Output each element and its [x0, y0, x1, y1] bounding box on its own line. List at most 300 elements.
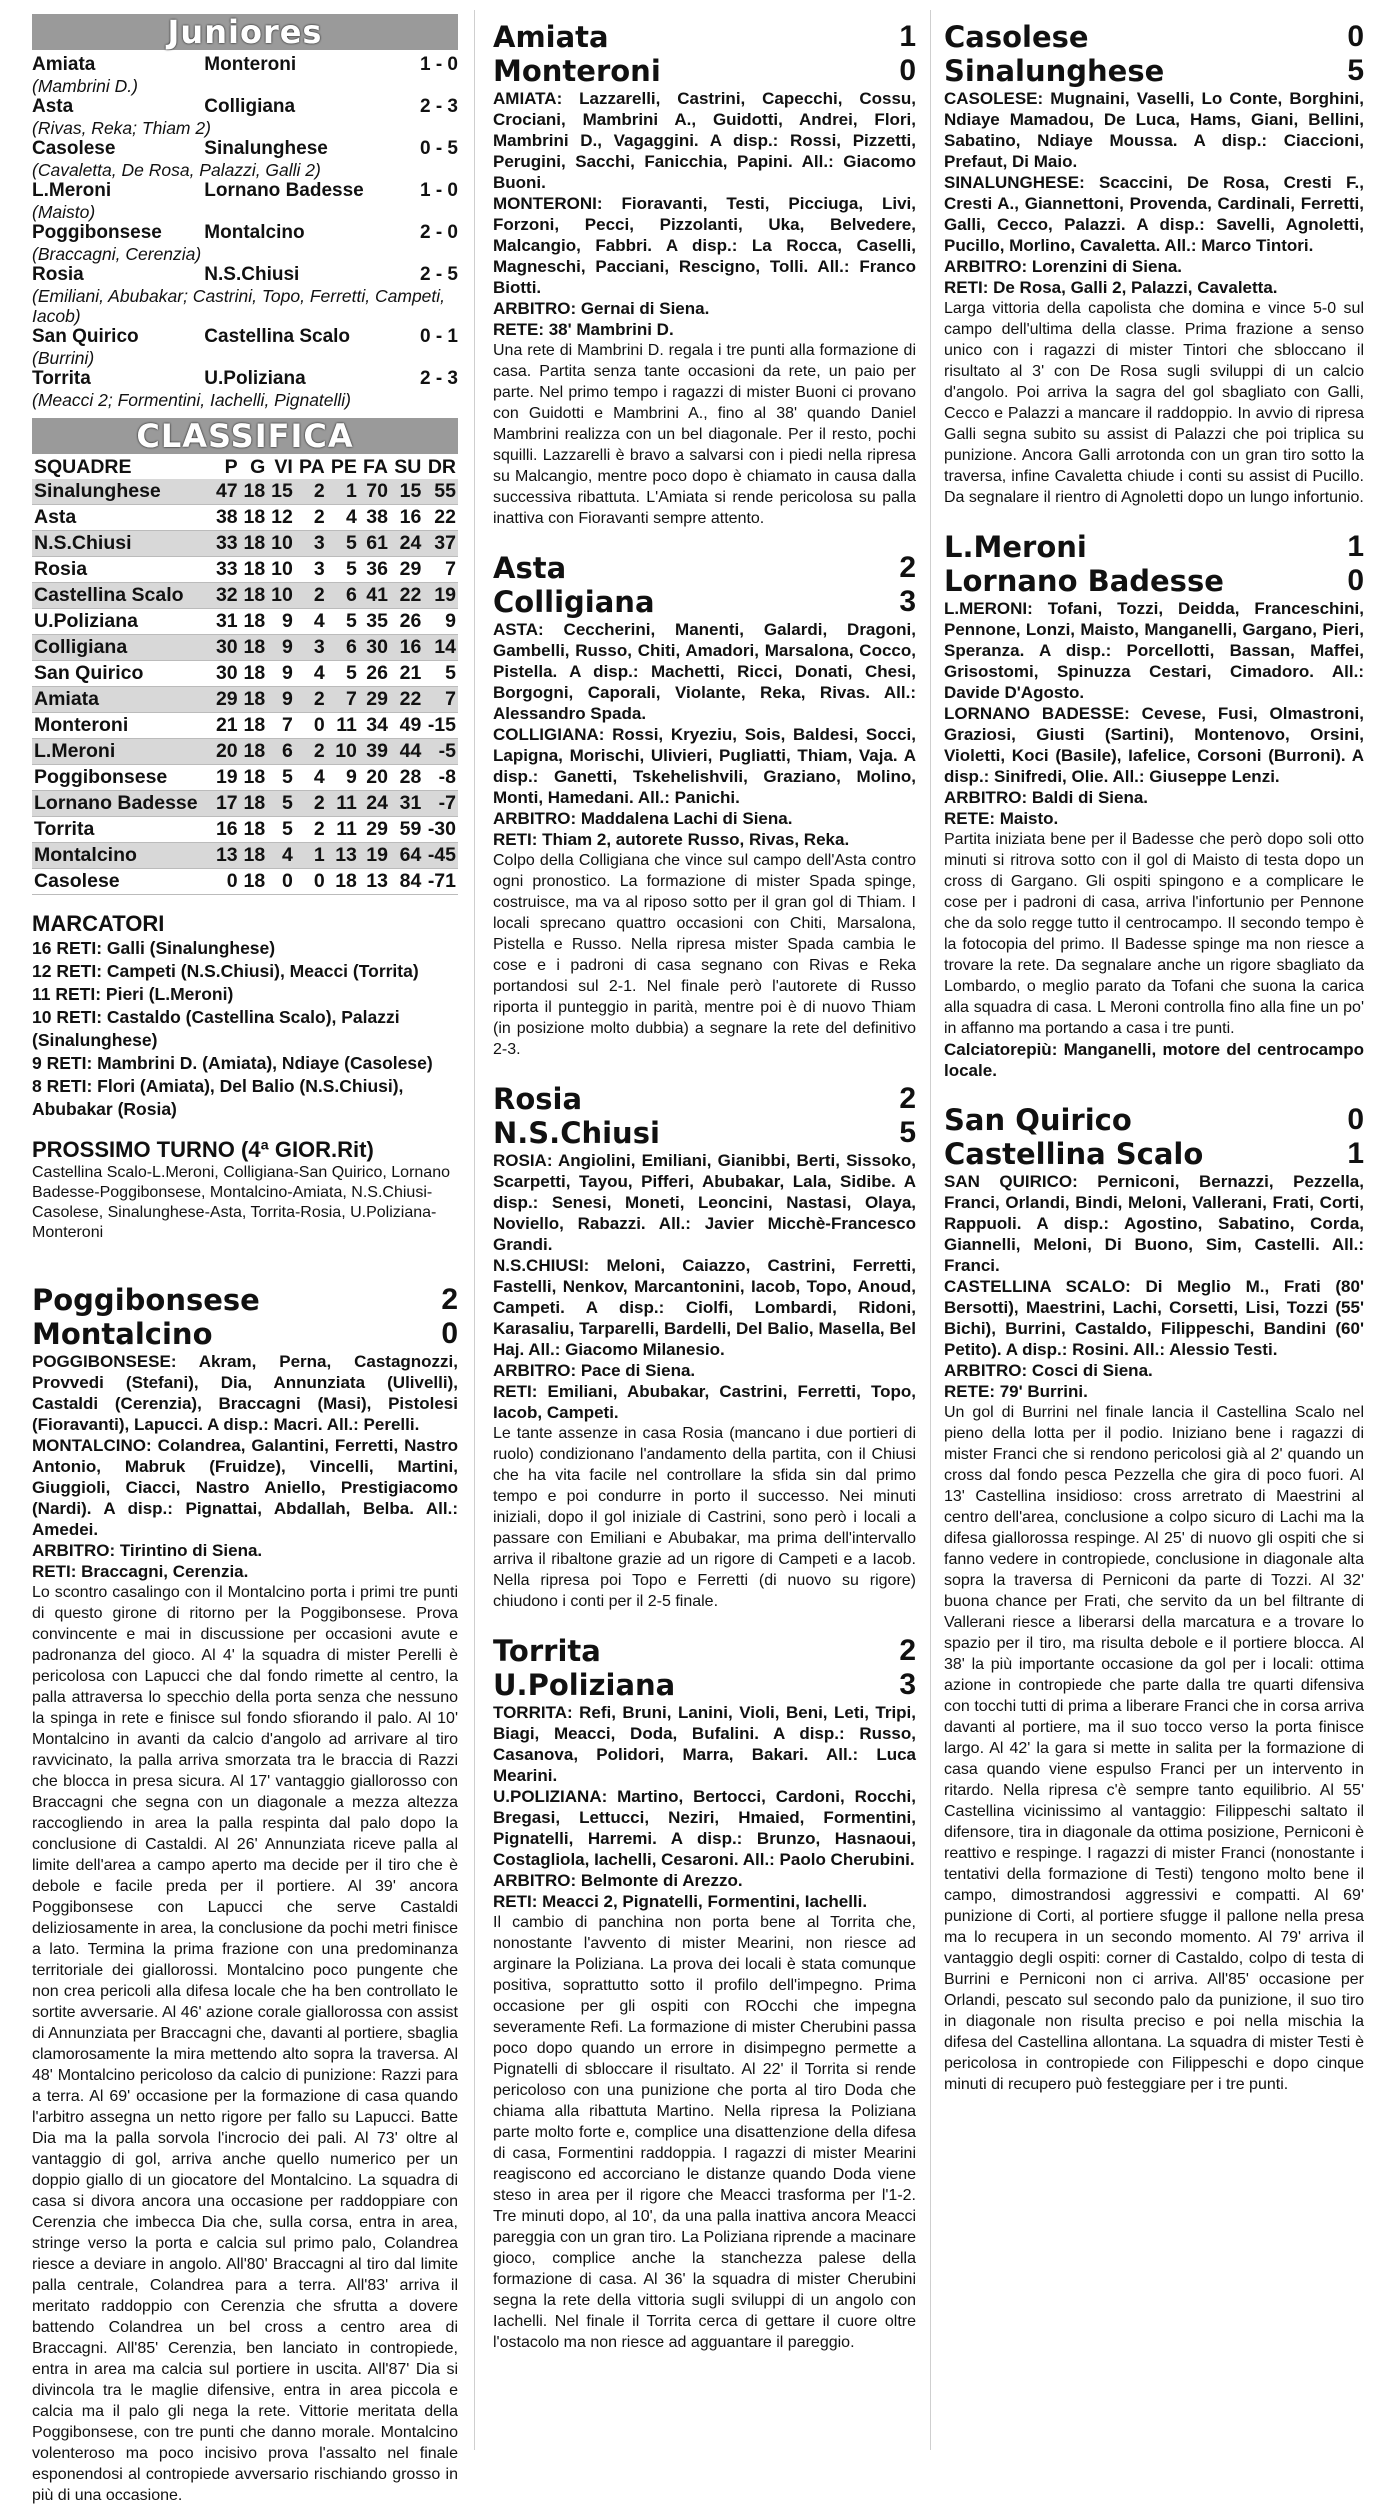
home-team: San Quirico	[32, 326, 139, 347]
lineup-info: N.S.CHIUSI: Meloni, Caiazzo, Castrini, Ferretti, Fastelli, Nenkov, Marcantonini, Iacob, Topo, Anoud, Campeti. A disp.: Ciolfi, Lombardi, Ridoni, Karasaliu, Tarparelli, Bardelli, Del Balio, Masella, Bel Haj. All.: Giacomo Milanesio.	[493, 1256, 916, 1359]
stat-cell: 9	[281, 636, 293, 658]
home-team-line	[493, 20, 916, 54]
lineup-info: ROSIA: Angiolini, Emiliani, Gianibbi, Berti, Sissoko, Scarpetti, Tayou, Pifferi, Abubakar, Lala, Sidibe. A disp.: Senesi, Moneti, Leoncini, Nastasi, Olaya, Noviello, Rabazzi. All.: Javier Micchè-Francesco Grandi.	[493, 1151, 916, 1254]
result-row	[32, 54, 458, 76]
standings-row	[32, 843, 458, 869]
scorers-row	[32, 286, 458, 326]
standings-row	[32, 583, 458, 609]
scorers-row	[32, 390, 458, 410]
team-name: Montalcino	[34, 844, 137, 866]
away-team-line	[944, 564, 1364, 598]
away-team-line	[493, 585, 916, 619]
stat-cell: 26	[366, 662, 388, 684]
scorers: (Rivas, Reka; Thiam 2)	[32, 118, 211, 138]
home-score: 0	[1347, 20, 1364, 53]
lineup-info: RETI: Thiam 2, autorete Russo, Rivas, Reka.	[493, 830, 850, 849]
scorers: (Mambrini D.)	[32, 76, 138, 96]
home-score: 1	[899, 20, 916, 53]
standings-row	[32, 557, 458, 583]
lineup-info: ASTA: Ceccherini, Manenti, Galardi, Dragoni, Gambelli, Russo, Chiti, Amadori, Marsalona, Cocco, Pistella. A disp.: Machetti, Ricci, Donati, Chesi, Borgogni, Caporali, Violante, Reka, Rivas. All.: Alessandro Spada.	[493, 620, 916, 723]
stat-cell: 19	[434, 584, 456, 606]
stat-cell: 30	[215, 636, 238, 658]
standings-row	[32, 531, 458, 557]
prossimo-turno-title: PROSSIMO TURNO (4ª GIOR.Rit)	[32, 1137, 374, 1162]
away-team: Monteroni	[204, 54, 297, 75]
stat-cell: 33	[215, 532, 238, 554]
team-name: Casolese	[34, 870, 120, 892]
stat-cell: 9	[445, 610, 456, 632]
away-team-name: Castellina Scalo	[944, 1137, 1204, 1171]
standings-row	[32, 765, 458, 791]
away-team-name: N.S.Chiusi	[493, 1116, 660, 1150]
stat-cell: 26	[399, 610, 422, 632]
standings-row	[32, 505, 458, 531]
stat-cell: 0	[281, 870, 293, 892]
stat-cell: 36	[366, 558, 388, 580]
scorer-line: 10 RETI: Castaldo (Castellina Scalo), Palazzi (Sinalunghese)	[32, 1007, 400, 1050]
result-row	[32, 96, 458, 118]
column-header: VI	[274, 456, 293, 478]
lineup-info: POGGIBONSESE: Akram, Perna, Castagnozzi, Provvedi (Stefani), Dia, Annunziata (Ulivelli), Castaldi (Cerenzia), Braccagni (Masi), Pistolesi (Fioravanti), Lapucci. A disp.: Macri. All.: Perelli.	[32, 1352, 458, 1434]
team-name: Monteroni	[34, 714, 129, 736]
stat-cell: 33	[215, 558, 238, 580]
stat-cell: 9	[281, 610, 293, 632]
scorers: (Cavaletta, De Rosa, Palazzi, Galli 2)	[32, 160, 321, 180]
standings-row	[32, 791, 458, 817]
match-report	[32, 1283, 458, 2506]
home-team: Poggibonsese	[32, 222, 162, 243]
away-team-line	[32, 1317, 458, 1351]
scorer-line: 11 RETI: Pieri (L.Meroni)	[32, 984, 234, 1004]
scorers: (Meacci 2; Formentini, Iachelli, Pignatelli)	[32, 390, 352, 410]
match-report	[944, 530, 1364, 1081]
away-team-line	[493, 1116, 916, 1150]
team-name: Sinalunghese	[34, 480, 161, 502]
lineup-info: MONTALCINO: Colandrea, Galantini, Ferretti, Nastro Antonio, Mabruk (Fruidze), Vincelli, Martini, Giuggioli, Ciacci, Nastro Aniello, Prestigiacomo (Nardi). A disp.: Pignattai, Abdallah, Belba. All.: Amedei.	[32, 1436, 458, 1539]
scorer-line: 12 RETI: Campeti (N.S.Chiusi), Meacci (Torrita)	[32, 961, 419, 981]
home-team-line	[493, 1082, 916, 1116]
stat-cell: 4	[313, 662, 325, 684]
lineup-info: RETE: 79' Burrini.	[944, 1382, 1088, 1401]
match-report	[493, 20, 916, 529]
stat-cell: 9	[281, 662, 293, 684]
away-team-name: Sinalunghese	[944, 54, 1165, 88]
lineup-info: COLLIGIANA: Rossi, Kryeziu, Sois, Baldesi, Socci, Lapigna, Morischi, Ulivieri, Pugliatti, Thiam, Vaja. A disp.: Ganetti, Tskehelishvili, Graziano, Molino, Monti, Hamedani. All.: Panichi.	[493, 725, 916, 807]
stat-cell: 4	[281, 844, 293, 866]
match-commentary: Un gol di Burrini nel finale lancia il Castellina Scalo nel pieno della lotta per il podio. Iniziano bene i ragazzi di mister Franci che si rendono pericolosi già al 2' quando un cross dal fondo pesca Pezzella che gira di poco fuori. Al 13' Castellina insidioso: cross arretrato di Maestrini al centro dell'area, conclusione a colpo sicuro di Lachi ma la difesa giallorossa respinge. Al 25' di nuovo gli ospiti che si fanno vedere in contropiede, conclusione in diagonale alta sopra la traversa di Perniconi da parte di Tozzi. Al 32' buona chance per Frati, che servito da un bel filtrante di Vallerani riesce a liberarsi della marcatura e a trovare lo spazio per il tiro, ma risulta debole e il portiere blocca. Al 38' la più importante occasione da gol per i locali: ottima azione in contropiede che parte dalla tre quarti difensiva con tocchi tutti di prima a liberare Franci che in corsa arriva davanti al portiere, ma il suo tocco verso la porta finisce largo. Al 42' la gara si mette in salita per la formazione di casa quando viene espulso Franci per un intervento in ritardo. Nella ripresa c'è sempre tanto equilibrio. Al 55' Castellina vicinissimo al vantaggio: Filippeschi saltato il difensore, tira in diagonale da ottima posizione, Perniconi è reattivo e respinge. I ragazzi di mister Franci (nonostante i tentativi della formazione di Testi) tengono molto bene il campo, dimostrandosi aggressivi e compatti. Al 69' punizione di Corti, al portiere sfugge il pallone nella presa ma lo recupera in un secondo momento. Al 79' arriva il vantaggio degli ospiti: corner di Castaldo, colpo di testa di Burrini e Perniconi non ci arriva. All'85' occasione per Orlandi, pescato sul secondo palo da punizione, il suo tiro in diagonale non risulta preciso e poi nella mischia la difesa del Castellina allontana. La squadra di mister Testi è pericolosa in contropiede con Filippeschi e dopo cinque minuti di recupero può festeggiare per i tre punti.	[944, 1404, 1364, 2093]
standings-row	[32, 661, 458, 687]
column-header: PA	[299, 456, 325, 478]
column-header: SU	[394, 456, 422, 478]
stat-cell: 39	[366, 740, 388, 762]
home-team-name: Casolese	[944, 20, 1089, 54]
away-score: 0	[441, 1317, 458, 1350]
home-team-name: Rosia	[493, 1082, 583, 1116]
standings-row	[32, 479, 458, 505]
lineup-info: ARBITRO: Maddalena Lachi di Siena.	[493, 809, 793, 828]
stat-cell: 2	[313, 584, 325, 606]
stat-cell: 29	[366, 688, 388, 710]
stat-cell: 4	[313, 610, 325, 632]
stat-cell: 18	[243, 792, 266, 814]
match-report	[944, 20, 1364, 508]
scorers: (Maisto)	[32, 202, 96, 222]
stat-cell: 5	[346, 558, 357, 580]
home-team-name: L.Meroni	[944, 530, 1087, 564]
away-team-line	[493, 54, 916, 88]
stat-cell: 18	[243, 532, 266, 554]
stat-cell: 28	[399, 766, 422, 788]
match-commentary: Il cambio di panchina non porta bene al Torrita che, nonostante l'avvento di mister Mearini, non riesce ad arginare la Poliziana. La prova dei locali è stata comunque positiva, soprattutto sotto il profilo dell'impegno. Prima occasione per gli ospiti con ROcchi che impegna severamente Refi. La formazione di mister Cherubini passa poco dopo quando un errore in disimpegno permette a Pignatelli di sbloccare il risultato. Al 22' il Torrita si rende pericoloso con una punizione che porta al tiro Doda che chiama alla ribattuta Martino. Nella ripresa la Poliziana parte molto forte e, complice una disattenzione della difesa di casa, Formentini raddoppia. I ragazzi di mister Mearini reagiscono ed accorciano le distanze quando Doda viene steso in area per il rigore che Meacci trasforma per l'1-2. Tre minuti dopo, al 10', da una palla inattiva ancora Meacci pareggia con un gran tiro. La Poliziana riprende a macinare gioco, complice anche la stanchezza palese della formazione di casa. Al 36' la squadra di mister Cherubini segna la rete della vittoria sugli sviluppi di un angolo con Iachelli. Nel finale il Torrita cerca di gettare il cuore oltre l'ostacolo ma non riesce ad agguantare il pareggio.	[493, 1914, 916, 2351]
team-name: N.S.Chiusi	[34, 532, 132, 554]
stat-cell: 10	[271, 558, 293, 580]
stat-cell: 22	[434, 506, 456, 528]
marcatori-title: MARCATORI	[32, 911, 165, 936]
stat-cell: 9	[281, 688, 293, 710]
stat-cell: 4	[313, 766, 325, 788]
standings-row	[32, 869, 458, 895]
column-header: PE	[330, 456, 357, 478]
stat-cell: 18	[243, 584, 266, 606]
result-row	[32, 264, 458, 286]
match-commentary: Lo scontro casalingo con il Montalcino porta i primi tre punti di questo girone di ritorno per la Poggibonsese. Prova convincente e mai in discussione per occasioni avute e padronanza del gioco. Al 4' la squadra di mister Perelli è pericolosa con Lapucci che dal fondo rimette al centro, la palla attraversa lo specchio della porta senza che nessuno la spinga in rete e finisce sul fondo sfiorando il palo. Al 10' Montalcino in avanti da calcio d'angolo ad arrivare al tiro ravvicinato, la palla arriva smorzata tra le braccia di Razzi che blocca in presa sicura. Al 17' vantaggio giallorosso con Braccagni che segna con un diagonale a mezza altezza raccogliendo in area la palla respinta dal palo dopo la conclusione di Castaldi. Al 26' Annunziata riceve palla al limite dell'area a campo aperto ma decide per il tiro che è debole e facile preda per il portiere. Al 39' ancora Poggibonsese con Lapucci che serve Castaldi deliziosamente in area, la conclusione da pochi metri finisce a lato. Termina la prima frazione con una predominanza territoriale dei giallorossi. Montalcino poco pungente che non crea pericoli alla difesa locale che ha ben controllato le sortite avversarie. Al 46' azione corale giallorossa con assist di Annunziata per Braccagni che, davanti al portiere, sbaglia clamorosamente la mira mettendo alto sopra la traversa. Al 48' Montalcino pericoloso da calcio di punizione: Razzi para a terra. Al 69' occasione per la formazione di casa quando l'arbitro assegna un netto rigore per fallo su Lapucci. Batte Dia ma la palla sorvola l'incrocio dei pali. Al 73' oltre al vantaggio di gol, arriva anche quello numerico per un doppio giallo di un giocatore del Montalcino. La squadra di casa si divora ancora una occasione per raddoppiare con Cerenzia che imbecca Dia che, sulla corsa, entra in area, stringe verso la porta e calcia sul primo palo, Colandrea riesce a deviare in angolo. All'80' Braccagni al tiro dal limite palla centrale, Colandrea para a terra. All'83' arriva il meritato raddoppio con Cerenzia che sfrutta a dovere battendo Colandrea un bel cross a centro area di Braccagni. All'85' Cerenzia, ben lanciato in contropiede, entra in area ma calcia sul portiere in uscita. All'87' Dia si divincola tra le maglie difensive, entra in area piccola e calcia ma il palo gli nega la rete. Vittorie meritata della Poggibonsese, con tre punti che danno morale. Montalcino volenteroso ma poco incisivo prova l'assalto nel finale esponendosi al contropiede avversario rischiando grosso in più di una occasione.	[32, 1584, 458, 2504]
away-team: U.Poliziana	[204, 368, 306, 389]
stat-cell: 15	[271, 480, 293, 502]
lineup-info: ARBITRO: Cosci di Siena.	[944, 1361, 1153, 1380]
stat-cell: 7	[445, 688, 456, 710]
team-name: L.Meroni	[34, 740, 116, 762]
stat-cell: 29	[366, 818, 388, 840]
scorers-row	[32, 76, 458, 96]
stat-cell: 7	[281, 714, 293, 736]
stat-cell: 16	[215, 818, 238, 840]
away-score: 3	[899, 585, 916, 618]
stat-cell: 10	[271, 584, 293, 606]
stat-cell: 18	[243, 662, 266, 684]
stat-cell: 3	[313, 558, 325, 580]
stat-cell: 6	[281, 740, 293, 762]
stat-cell: 7	[346, 688, 357, 710]
stat-cell: 22	[399, 584, 422, 606]
stat-cell: 11	[336, 818, 357, 840]
match-score: 2 - 3	[419, 96, 458, 117]
home-team-name: San Quirico	[944, 1103, 1132, 1137]
match-commentary: Partita iniziata bene per il Badesse che però dopo soli otto minuti si ritrova sotto con il gol di Maisto di testa dopo un cross di Gargano. Gli ospiti spingono e a complicare le cose per i padroni di casa, arriva l'infortunio per Pennone che da solo regge tutto il centrocampo. Il secondo tempo è la fotocopia del primo. Il Badesse spinge ma non riesce a trovare la rete. Da segnalare anche un rigore sbagliato da Lombardo, o meglio parato da Tofani che suona la carica alla squadra di casa. L Meroni controlla fino alla fine un po' in affanno ma portando a casa i tre punti.	[944, 831, 1364, 1037]
stat-cell: 55	[434, 480, 456, 502]
stat-cell: 5	[346, 610, 357, 632]
lineup-info: RETE: Maisto.	[944, 809, 1059, 828]
stat-cell: -45	[427, 844, 456, 866]
home-team-line	[493, 1634, 916, 1668]
stat-cell: 10	[271, 532, 293, 554]
stat-cell: 18	[243, 870, 266, 892]
lineup-info: ARBITRO: Belmonte di Arezzo.	[493, 1871, 743, 1890]
away-team-line	[944, 1137, 1364, 1171]
home-score: 2	[899, 1634, 916, 1667]
team-name: Colligiana	[34, 636, 128, 658]
stat-cell: 38	[215, 506, 238, 528]
stat-cell: -71	[427, 870, 456, 892]
standings-table	[32, 456, 458, 895]
stat-cell: 38	[366, 506, 388, 528]
lineup-info: SINALUNGHESE: Scaccini, De Rosa, Cresti F., Cresti A., Giannettoni, Provenda, Cardinali, Ferretti, Galli, Cecco, Palazzi. A disp.: Savelli, Agnoletti, Pucillo, Morlino, Cavaletta. All.: Marco Tintori.	[944, 173, 1364, 255]
stat-cell: 1	[346, 480, 357, 502]
stat-cell: 11	[336, 714, 357, 736]
stat-cell: 21	[399, 662, 422, 684]
team-name: Torrita	[34, 818, 95, 840]
stat-cell: 11	[336, 792, 357, 814]
stat-cell: -8	[438, 766, 456, 788]
stat-cell: 2	[313, 792, 325, 814]
lineup-info: RETE: 38' Mambrini D.	[493, 320, 674, 339]
standings-row	[32, 817, 458, 843]
match-report	[944, 1103, 1364, 2095]
home-score: 2	[441, 1283, 458, 1316]
match-report	[493, 1082, 916, 1612]
home-score: 1	[1347, 530, 1364, 563]
stat-cell: -5	[438, 740, 456, 762]
lineup-info: L.MERONI: Tofani, Tozzi, Deidda, Franceschini, Pennone, Lonzi, Maisto, Manganelli, Gargano, Pieri, Speranza. A disp.: Porcellotti, Bassan, Maffei, Grisostomi, Spinuzza Cestari, Cimadoro. All.: Davide D'Agosto.	[944, 599, 1364, 702]
column-separator	[474, 10, 475, 2450]
away-team: Castellina Scalo	[204, 326, 351, 347]
stat-cell: -7	[438, 792, 456, 814]
team-name: U.Poliziana	[34, 610, 139, 632]
match-score: 0 - 5	[419, 138, 458, 159]
home-team-name: Torrita	[493, 1634, 601, 1668]
lineup-info: RETI: Emiliani, Abubakar, Castrini, Ferretti, Topo, Iacob, Campeti.	[493, 1382, 916, 1422]
stat-cell: 10	[335, 740, 357, 762]
home-team-line	[944, 530, 1364, 564]
home-team: Torrita	[32, 368, 91, 389]
lineup-info: RETI: De Rosa, Galli 2, Palazzi, Cavaletta.	[944, 278, 1278, 297]
stat-cell: 3	[313, 532, 325, 554]
away-team: N.S.Chiusi	[204, 264, 300, 285]
standings-row	[32, 713, 458, 739]
stat-cell: 64	[399, 844, 422, 866]
stat-cell: 29	[399, 558, 422, 580]
stat-cell: 31	[215, 610, 238, 632]
scorer-line: 16 RETI: Galli (Sinalunghese)	[32, 938, 276, 958]
home-team: Amiata	[32, 54, 96, 75]
away-score: 3	[899, 1668, 916, 1701]
away-team: Sinalunghese	[204, 138, 328, 159]
stat-cell: 29	[215, 688, 238, 710]
team-name: Rosia	[34, 558, 88, 580]
match-commentary: Le tante assenze in casa Rosia (mancano i due portieri di ruolo) condizionano l'andamento della partita, con il Chiusi che ha vita facile nel controllare la sfida sin dal primo tempo e poi condurre in porto il successo. Nei minuti iniziali, dopo il gol iniziale di Castrini, sono però i locali a passare con Emiliani e Abubakar, ma prima dell'intervallo arriva il ribaltone grazie ad un rigore di Campeti e a Iacob. Nella ripresa poi Topo e Ferretti (di nuovo su rigore) chiudono i conti per il 2-5 finale.	[493, 1425, 916, 1610]
match-score: 1 - 0	[419, 180, 458, 201]
away-team-name: Lornano Badesse	[944, 564, 1224, 598]
stat-cell: 18	[243, 844, 266, 866]
stat-cell: 5	[281, 766, 293, 788]
home-team: Rosia	[32, 264, 84, 285]
standings-row	[32, 687, 458, 713]
stat-cell: 17	[215, 792, 238, 814]
team-name: Poggibonsese	[34, 766, 168, 788]
home-score: 0	[1347, 1103, 1364, 1136]
stat-cell: 2	[313, 480, 325, 502]
lineup-info: ARBITRO: Tirintino di Siena.	[32, 1541, 263, 1560]
stat-cell: 5	[346, 532, 357, 554]
column-separator	[930, 10, 931, 2450]
result-row	[32, 326, 458, 348]
stat-cell: -15	[427, 714, 456, 736]
stat-cell: 12	[271, 506, 293, 528]
stat-cell: 2	[313, 506, 325, 528]
column-header: SQUADRE	[34, 456, 132, 478]
team-name: San Quirico	[34, 662, 144, 684]
lineup-info: ARBITRO: Lorenzini di Siena.	[944, 257, 1183, 276]
match-score: 2 - 0	[419, 222, 458, 243]
away-team: Montalcino	[204, 222, 305, 243]
stat-cell: 7	[445, 558, 456, 580]
lineup-info: RETI: Meacci 2, Pignatelli, Formentini, Iachelli.	[493, 1892, 868, 1911]
team-name: Asta	[34, 506, 77, 528]
away-team-name: Monteroni	[493, 54, 661, 88]
result-row	[32, 138, 458, 160]
stat-cell: 18	[243, 610, 266, 632]
lineup-info: TORRITA: Refi, Bruni, Lanini, Violi, Beni, Leti, Tripi, Biagi, Meacci, Doda, Bufalini. A disp.: Russo, Casanova, Polidori, Marra, Bakari. All.: Luca Mearini.	[493, 1703, 916, 1785]
home-team: Asta	[32, 96, 74, 117]
stat-cell: 32	[215, 584, 238, 606]
lineup-info: U.POLIZIANA: Martino, Bertocci, Cardoni, Rocchi, Bregasi, Lettucci, Neziri, Hmaied, Formentini, Pignatelli, Harremi. A disp.: Brunzo, Hasnaoui, Costagliola, Iachelli, Cesaroni. All.: Paolo Cherubini.	[493, 1787, 916, 1869]
juniores-banner: Juniores	[32, 14, 458, 50]
home-team-line	[32, 1283, 458, 1317]
lineup-info: CASOLESE: Mugnaini, Vaselli, Lo Conte, Borghini, Ndiaye Mamadou, De Luca, Hams, Giani, Bellini, Sabatino, Ndiaye Moussa. A disp.: Ciaccioni, Prefaut, Di Maio.	[944, 89, 1364, 171]
stat-cell: 5	[281, 792, 293, 814]
column-header: DR	[427, 456, 456, 478]
stat-cell: 18	[243, 558, 266, 580]
lineup-info: RETI: Braccagni, Cerenzia.	[32, 1562, 249, 1581]
stat-cell: 20	[366, 766, 388, 788]
match-commentary: Colpo della Colligiana che vince sul campo dell'Asta contro ogni pronostico. La formazione di mister Spada spinge, costruisce, ma va al riposo sotto per il gran gol di Thiam. I locali sprecano quattro occasioni con Chiti, Marsalona, Pistella e Russo. Nella ripresa mister Spada cambia le cose e i padroni di casa segnano con Rivas e Reka portandosi sul 2-1. Nel finale però l'autorete di Russo riporta il punteggio in parità, mentre poi è di nuovo Thiam (in posizione molto dubbia) a segnare la rete del definitivo 2-3.	[493, 852, 916, 1058]
home-team: L.Meroni	[32, 180, 112, 201]
team-name: Amiata	[34, 688, 100, 710]
lineup-info: SAN QUIRICO: Perniconi, Bernazzi, Pezzella, Franci, Orlandi, Bindi, Meloni, Vallerani, Frati, Corti, Rappuoli. A disp.: Agostino, Sabatino, Corda, Giannelli, Meloni, Di Buono, Sim, Castelli. All.: Franci.	[944, 1172, 1364, 1275]
scorer-line: 8 RETI: Flori (Amiata), Del Balio (N.S.Chiusi), Abubakar (Rosia)	[32, 1076, 404, 1119]
column-header: P	[224, 456, 238, 478]
match-score: 0 - 1	[419, 326, 458, 347]
stat-cell: 24	[399, 532, 422, 554]
lineup-info: ARBITRO: Pace di Siena.	[493, 1361, 696, 1380]
stat-cell: 15	[399, 480, 422, 502]
away-score: 5	[899, 1116, 916, 1149]
scorers: (Burrini)	[32, 348, 95, 368]
home-team: Casolese	[32, 138, 116, 159]
away-team-name: U.Poliziana	[493, 1668, 676, 1702]
stat-cell: 1	[313, 844, 325, 866]
stat-cell: 37	[434, 532, 456, 554]
stat-cell: 9	[346, 766, 357, 788]
stat-cell: 6	[346, 584, 357, 606]
away-score: 5	[1347, 54, 1364, 87]
away-team-line	[493, 1668, 916, 1702]
stat-cell: 31	[399, 792, 422, 814]
match-report	[493, 551, 916, 1060]
stat-cell: 30	[215, 662, 238, 684]
stat-cell: 16	[399, 636, 422, 658]
stat-cell: 2	[313, 818, 325, 840]
match-score: 2 - 3	[419, 368, 458, 389]
scorers-row	[32, 348, 458, 368]
stat-cell: 18	[335, 870, 357, 892]
scorers-row	[32, 118, 458, 138]
stat-cell: 41	[366, 584, 388, 606]
lineup-info: ARBITRO: Baldi di Siena.	[944, 788, 1149, 807]
home-score: 2	[899, 551, 916, 584]
player-of-match: Calciatorepiù: Manganelli, motore del centrocampo locale.	[944, 1040, 1364, 1080]
stat-cell: 22	[399, 688, 422, 710]
right-column	[944, 0, 1364, 2095]
stat-cell: 3	[313, 636, 325, 658]
stat-cell: 4	[346, 506, 357, 528]
stat-cell: 0	[226, 870, 238, 892]
stat-cell: 18	[243, 636, 266, 658]
match-commentary: Una rete di Mambrini D. regala i tre punti alla formazione di casa. Partita senza tante occasioni da rete, un paio per parte. Nel primo tempo i ragazzi di mister Buoni ci provano con Guidotti e Mambrini A., fino al 38' quando Daniel Mambrini realizza con un bel diagonale. Per il resto, pochi squilli. Lazzarelli è bravo a salvarsi con i piedi nella ripresa su Malcangio, mentre poco dopo è chiamato in causa dalla successiva ribattuta. L'Amiata si rende pericolosa su palla inattiva con Fioravanti sempre attento.	[493, 342, 916, 527]
match-report	[493, 1634, 916, 2353]
away-team-name: Montalcino	[32, 1317, 213, 1351]
prossimo-turno-text: Castellina Scalo-L.Meroni, Colligiana-San Quirico, Lornano Badesse-Poggibonsese, Montalcino-Amiata, N.S.Chiusi-Casolese, Sinalunghese-Asta, Torrita-Rosia, U.Poliziana-Monteroni	[32, 1164, 450, 1241]
results-table	[32, 54, 458, 410]
stat-cell: 14	[434, 636, 456, 658]
scorers: (Braccagni, Cerenzia)	[32, 244, 202, 264]
column-header: FA	[363, 456, 388, 478]
lineup-info: CASTELLINA SCALO: Di Meglio M., Frati (80' Bersotti), Maestrini, Lachi, Corsetti, Lisi, Tozzi (55' Bichi), Burrini, Castaldo, Filippeschi, Bandini (60' Petito). A disp.: Rosini. All.: Alessio Testi.	[944, 1277, 1364, 1359]
stat-cell: 6	[346, 636, 357, 658]
away-score: 1	[1347, 1137, 1364, 1170]
stat-cell: 19	[215, 766, 238, 788]
stat-cell: 2	[313, 740, 325, 762]
standings-row	[32, 609, 458, 635]
home-team-name: Asta	[493, 551, 567, 585]
stat-cell: 13	[366, 870, 388, 892]
standings-row	[32, 739, 458, 765]
scorers-row	[32, 202, 458, 222]
lineup-info: ARBITRO: Gernai di Siena.	[493, 299, 710, 318]
column-header: G	[250, 456, 266, 478]
lineup-info: MONTERONI: Fioravanti, Testi, Picciuga, Livi, Forzoni, Pecci, Pizzolanti, Uka, Belvedere, Malcangio, Fabbri. A disp.: La Rocca, Caselli, Magneschi, Pacciani, Rescigno, Tolli. All.: Franco Biotti.	[493, 194, 916, 297]
stat-cell: 13	[335, 844, 357, 866]
stat-cell: 30	[366, 636, 388, 658]
stat-cell: 49	[399, 714, 422, 736]
stat-cell: 5	[445, 662, 456, 684]
stat-cell: 5	[346, 662, 357, 684]
stat-cell: 18	[243, 740, 266, 762]
team-name: Castellina Scalo	[34, 584, 184, 606]
stat-cell: 20	[215, 740, 238, 762]
stat-cell: 34	[366, 714, 388, 736]
scorers-row	[32, 244, 458, 264]
stat-cell: 61	[366, 532, 388, 554]
stat-cell: 70	[366, 480, 388, 502]
stat-cell: 16	[399, 506, 422, 528]
home-team-line	[493, 551, 916, 585]
away-score: 0	[1347, 564, 1364, 597]
stat-cell: 13	[215, 844, 238, 866]
stat-cell: 18	[243, 506, 266, 528]
stat-cell: 44	[399, 740, 422, 762]
stat-cell: 35	[366, 610, 388, 632]
stat-cell: 5	[281, 818, 293, 840]
team-name: Lornano Badesse	[34, 792, 198, 814]
stat-cell: 18	[243, 480, 266, 502]
result-row	[32, 222, 458, 244]
away-team-name: Colligiana	[493, 585, 655, 619]
home-team-name: Poggibonsese	[32, 1283, 260, 1317]
stat-cell: 59	[399, 818, 422, 840]
stat-cell: 21	[215, 714, 238, 736]
stat-cell: 18	[243, 714, 266, 736]
middle-column	[493, 0, 916, 2353]
